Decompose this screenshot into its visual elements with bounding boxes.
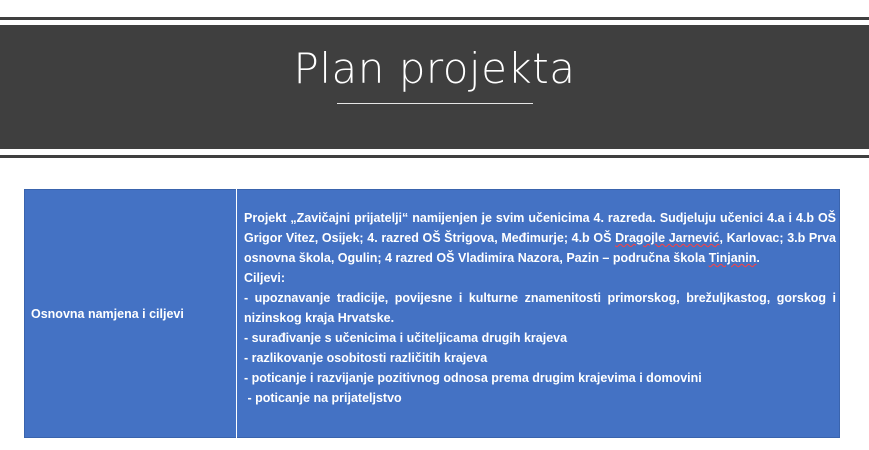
goal-item: - upoznavanje tradicije, povijesne i kulturne znamenitosti primorskog, brežuljkastog, gorskog i nizinskog kraja Hrvatske. <box>244 291 836 325</box>
goal-item: - poticanje na prijateljstvo <box>244 391 402 405</box>
goal-item: - poticanje i razvijanje pozitivnog odnosa prema drugim krajevima i domovini <box>244 371 702 385</box>
project-intro <box>244 208 836 268</box>
intro-text-part3: . <box>756 251 760 265</box>
spellcheck-word-tinjanin: Tinjanin <box>708 251 757 265</box>
goal-item: - razlikovanje osobitosti različitih krajeva <box>244 351 488 365</box>
bottom-rule <box>0 155 869 158</box>
spellcheck-word-dragojle: Dragojle Jarnević <box>615 231 720 245</box>
intro-text-part2: , Karlovac; 3.b Prva osnovna škola, Ogulin; 4 razred OŠ Vladimira Nazora, Pazin – područna škola <box>244 231 836 265</box>
slide-title[interactable]: Plan projekta <box>293 44 576 93</box>
goals-heading: Ciljevi: <box>244 271 285 285</box>
table-column-divider <box>236 189 237 438</box>
intro-text-part1: Projekt „Zavičajni prijatelji“ namijenjen je svim učenicima 4. razreda. Sudjeluju učenici 4.a i 4.b OŠ Grigor Vitez, Osijek; 4. razred OŠ Štrigova, Međimurje; 4.b OŠ <box>244 211 836 245</box>
goal-item: - surađivanje s učenicima i učiteljicama drugih krajeva <box>244 331 568 345</box>
table-content-cell[interactable] <box>244 208 836 408</box>
top-rule <box>0 17 869 20</box>
table-label-cell[interactable]: Osnovna namjena i ciljevi <box>31 307 184 321</box>
title-underline <box>337 103 533 104</box>
